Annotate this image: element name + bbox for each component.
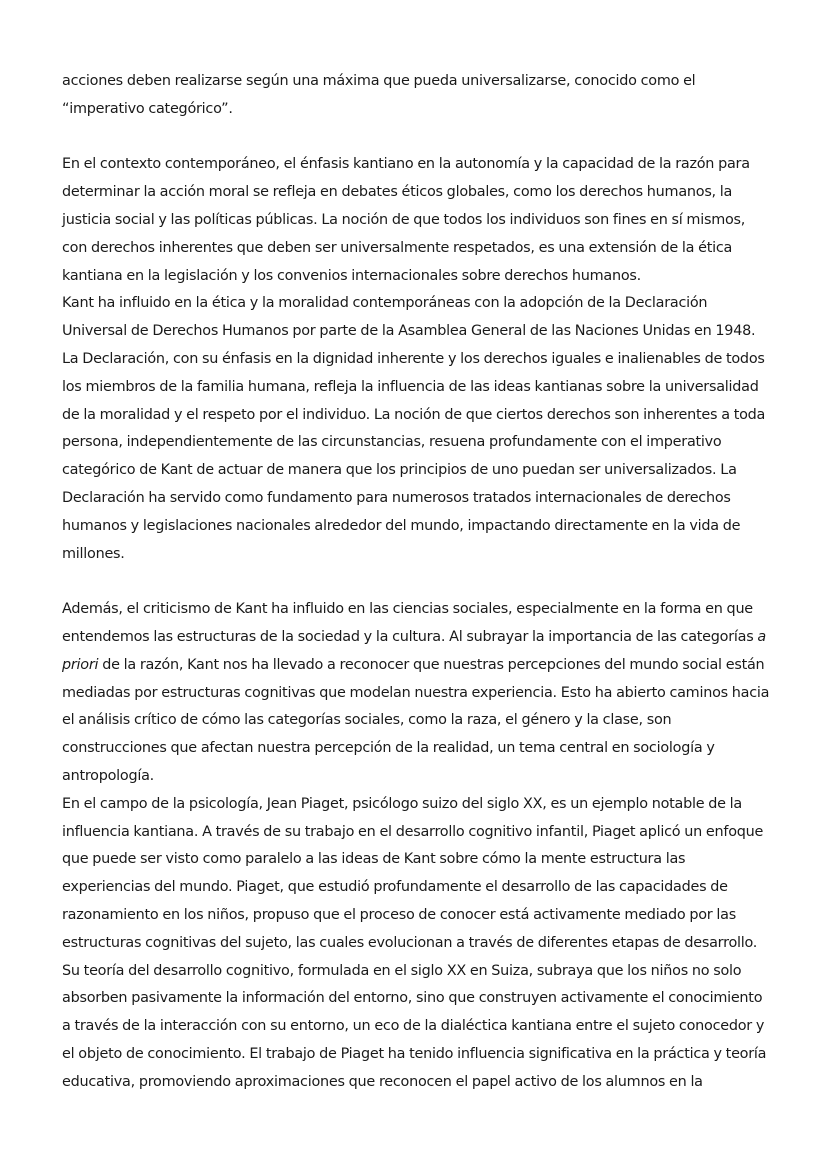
paragraph-4 [62, 596, 774, 791]
paragraph-2-text: En el contexto contemporáneo, el énfasis kantiano en la autonomía y la capacidad de la razón para determinar la acción moral se refleja en debates éticos globales, como los derechos humanos, la justicia social y las políticas públicas. La noción de que todos los individuos son fines en sí mismos, con derechos inherentes que deben ser universalmente respetados, es una extensión de la ética kantiana en la legislación y los convenios internacionales sobre derechos humanos. [62, 156, 750, 284]
paragraph-3-text: Kant ha influido en la ética y la moralidad contemporáneas con la adopción de la Declaración Universal de Derechos Humanos por parte de la Asamblea General de las Naciones Unidas en 1948. La Declaración, con su énfasis en la dignidad inherente y los derechos iguales e inalienables de todos los miembros de la familia humana, refleja la influencia de las ideas kantianas sobre la universalidad de la moralidad y el respeto por el individuo. La noción de que ciertos derechos son inherentes a toda persona, independientemente de las circunstancias, resuena profundamente con el imperativo categórico de Kant de actuar de manera que los principios de uno puedan ser universalizados. La Declaración ha servido como fundamento para numerosos tratados internacionales de derechos humanos y legislaciones nacionales alrededor del mundo, impactando directamente en la vida de millones. [62, 295, 766, 562]
paragraph-2 [62, 151, 774, 290]
paragraph-5-text: En el campo de la psicología, Jean Piaget, psicólogo suizo del siglo XX, es un ejemplo notable de la influencia kantiana. A través de su trabajo en el desarrollo cognitivo infantil, Piaget aplicó un enfoque que puede ser visto como paralelo a las ideas de Kant sobre cómo la mente estructura las experiencias del mundo. Piaget, que estudió profundamente el desarrollo de las capacidades de razonamiento en los niños, propuso que el proceso de conocer está activamente mediado por las estructuras cognitivas del sujeto, las cuales evolucionan a través de diferentes etapas de desarrollo. Su teoría del desarrollo cognitivo, formulada en el siglo XX en Suiza, subraya que los niños no solo absorben pasivamente la información del entorno, sino que construyen activamente el conocimiento a través de la interacción con su entorno, un eco de la dialéctica kantiana entre el sujeto conocedor y el objeto de conocimiento. El trabajo de Piaget ha tenido influencia significativa en la práctica y teoría educativa, promoviendo aproximaciones que reconocen el papel activo de los alumnos en la [62, 795, 767, 1090]
paragraph-3 [62, 290, 774, 568]
paragraph-4-text-start: Además, el criticismo de Kant ha influido en las ciencias sociales, especialmente en la forma en que entendemos las estructuras de la sociedad y la cultura. Al subrayar la importancia de las categorías [62, 601, 758, 645]
paragraph-4-text-end: de la razón, Kant nos ha llevado a reconocer que nuestras percepciones del mundo social están mediadas por estructuras cognitivas que modelan nuestra experiencia. Esto ha abierto caminos hacia el análisis crítico de cómo las categorías sociales, como la raza, el género y la clase, son construcciones que afectan nuestra percepción de la realidad, un tema central en sociología y antropología. [62, 656, 770, 784]
paragraph-4-italic-term: a priori [62, 628, 766, 673]
paragraph-1 [62, 68, 774, 124]
document-page [62, 68, 774, 1096]
paragraph-1-text: acciones deben realizarse según una máxima que pueda universalizarse, conocido como el “imperativo categórico”. [62, 73, 696, 117]
paragraph-5 [62, 791, 774, 1097]
